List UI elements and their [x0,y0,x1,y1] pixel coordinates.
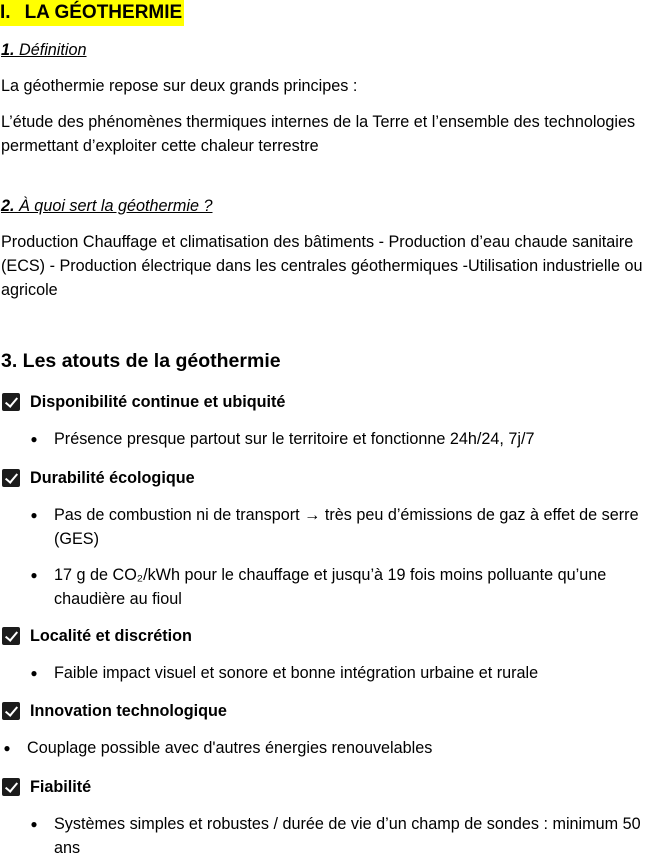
bullet-icon: ● [30,432,38,446]
checklist-item-sustainability [2,467,195,489]
list-item-text: Systèmes simples et robustes / durée de vie d’un champ de sondes : minimum 50 ans [54,815,641,857]
bullet-icon: ● [3,741,11,755]
section-1-heading [1,38,87,62]
section-2-heading [1,194,212,218]
checkbox-checked-icon [2,393,20,411]
list-item-text: Pas de combustion ni de transport → très peu d’émissions de gaz à effet de serre (GES) [54,506,639,548]
list-item [30,427,668,451]
list-item-text: Présence presque partout sur le territoire et fonctionne 24h/24, 7j/7 [54,430,535,448]
section-2-title: À quoi sert la géothermie ? [19,197,213,215]
checklist-item-label: Durabilité écologique [30,469,195,487]
checkbox-checked-icon [2,469,20,487]
list-item [30,812,668,860]
list-item [3,736,667,760]
section-3-heading: 3. Les atouts de la géothermie [1,350,281,372]
checklist-item-label: Innovation technologique [30,702,227,720]
list-item [30,503,668,551]
checkbox-checked-icon [2,627,20,645]
main-heading-title: LA GÉOTHERMIE [24,2,183,23]
checklist-item-availability [2,391,285,413]
section-1-title: Définition [19,41,87,59]
section-1-number: 1. [1,41,15,59]
list-item [30,563,668,611]
section-1-intro: La géothermie repose sur deux grands principes : [1,77,358,95]
checkbox-checked-icon [2,778,20,796]
section-2-body: Production Chauffage et climatisation des bâtiments - Production d’eau chaude sanitaire (ECS) - Production électrique dans les centrales géothermiques -Utilisation industrielle ou agricole [1,233,643,299]
checklist-item-label: Disponibilité continue et ubiquité [30,393,286,411]
bullet-icon: ● [30,666,38,680]
section-1-body: L’étude des phénomènes thermiques internes de la Terre et l’ensemble des technologies permettant d’exploiter cette chaleur terrestre [1,113,636,155]
checklist-item-locality [2,625,192,647]
checklist-item-innovation [2,700,227,722]
section-2-number: 2. [1,197,15,215]
bullet-icon: ● [30,568,38,582]
checklist-item-reliability [2,776,91,798]
bullet-icon: ● [30,817,38,831]
checkbox-checked-icon [2,702,20,720]
list-item-text: 17 g de CO₂/kWh pour le chauffage et jusqu’à 19 fois moins polluante qu’une chaudière au fioul [54,566,607,608]
checklist-item-label: Localité et discrétion [30,627,192,645]
bullet-icon: ● [30,508,38,522]
list-item-text: Couplage possible avec d'autres énergies renouvelables [27,739,433,757]
main-heading-number: I. [0,2,11,23]
checklist-item-label: Fiabilité [30,778,92,796]
list-item [30,661,668,685]
main-heading [0,0,184,26]
list-item-text: Faible impact visuel et sonore et bonne intégration urbaine et rurale [54,664,539,682]
